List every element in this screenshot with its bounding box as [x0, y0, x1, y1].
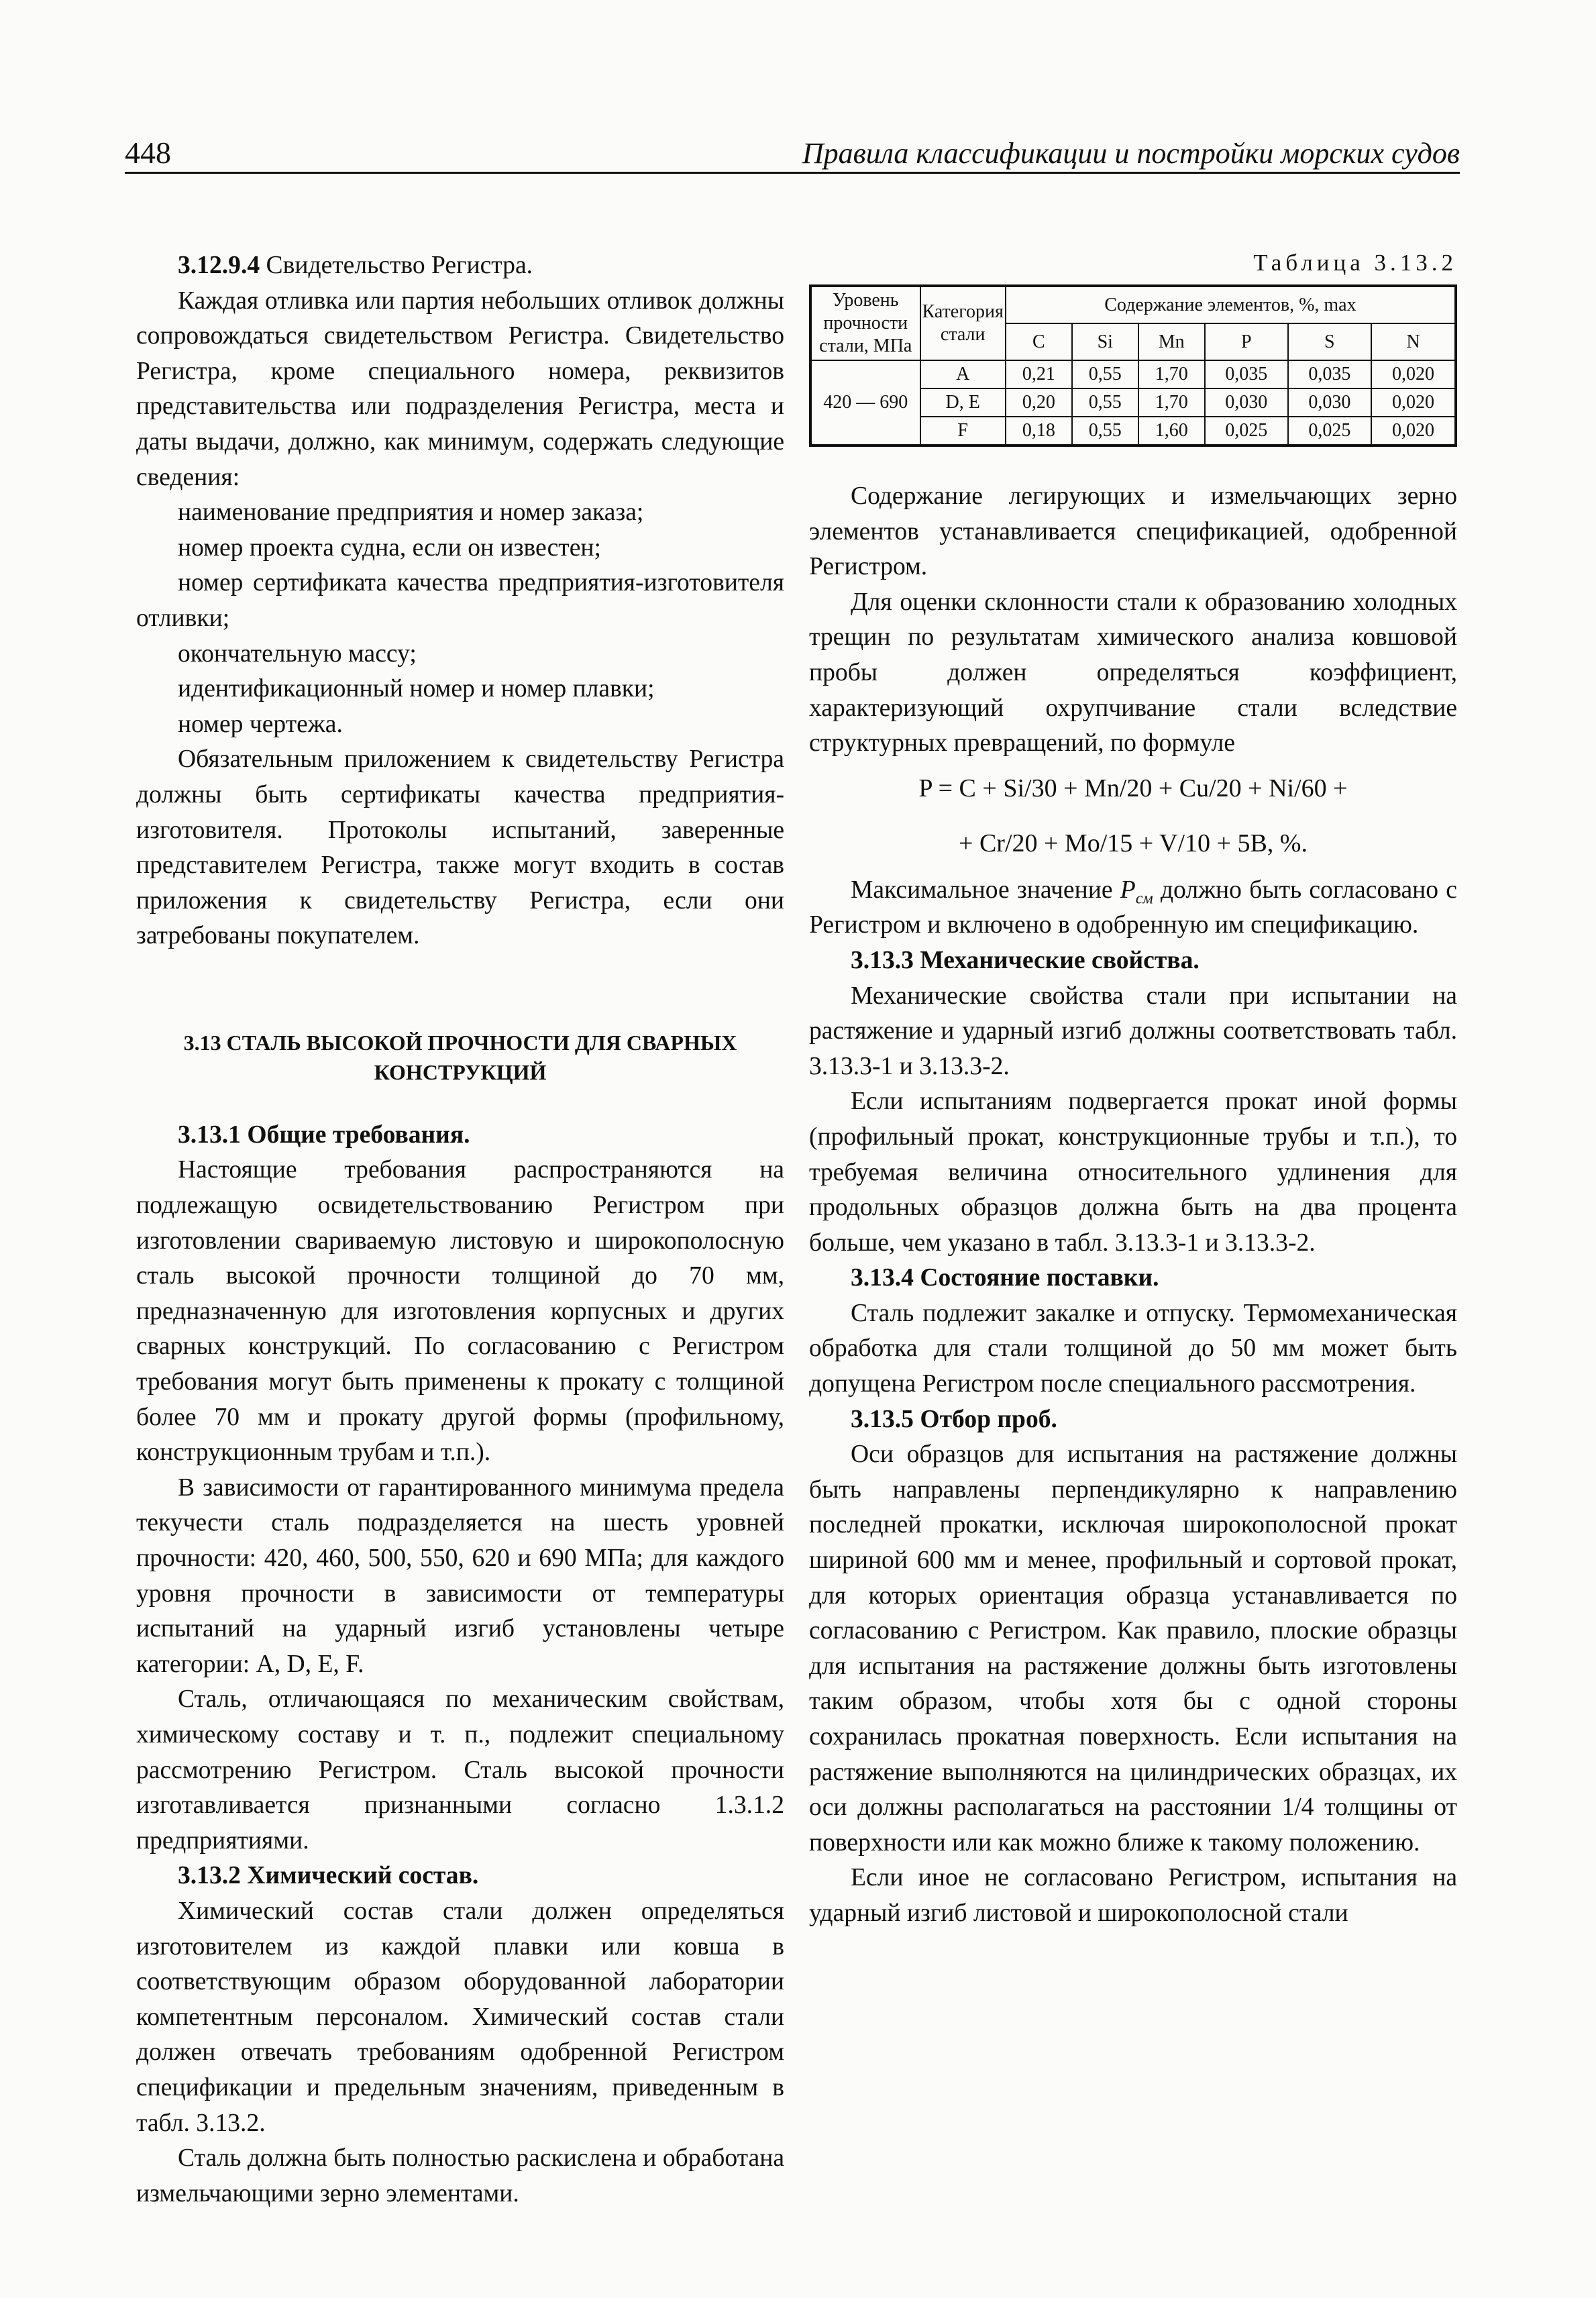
paragraph: Если испытаниям подвергается прокат иной формы (профильный прокат, конструкционные трубы и т.п.), то требуемая величина относительного удлинения для продольных образцов должна быть на два процента больше, чем указано в табл. 3.13.3-1 и 3.13.3-2.: [809, 1088, 1457, 1257]
list-item: номер чертежа.: [178, 710, 343, 738]
value-cell: 0,21: [1006, 360, 1072, 388]
clause-title: Свидетельство Регистра.: [260, 252, 533, 279]
header-content: Содержание элементов, %, max: [1006, 286, 1456, 323]
header-element: Si: [1072, 323, 1138, 360]
value-cell: 0,025: [1205, 417, 1288, 446]
certificate-items-list: [136, 495, 784, 742]
level-cell: 420 — 690: [810, 360, 920, 446]
spacer: [136, 954, 784, 1028]
header-element: C: [1006, 323, 1072, 360]
value-cell: 0,035: [1288, 360, 1371, 388]
left-column: [136, 248, 784, 2211]
table-caption: Таблица 3.13.2: [1253, 250, 1457, 276]
header-element: N: [1371, 323, 1456, 360]
certificate-intro: Каждая отливка или партия небольших отливок должны сопровождаться свидетельством Регистра. Свидетельство Регистра, кроме специального номера, реквизитов представительства или подразделения Регистра, места и даты выдачи, должно, как минимум, содержать следующие сведения:: [136, 286, 784, 491]
paragraph: Содержание легирующих и измельчающих зерно элементов устанавливается спецификацией, одобренной Регистром.: [809, 482, 1457, 581]
value-cell: 0,18: [1006, 417, 1072, 446]
header-element: Mn: [1138, 323, 1205, 360]
table-row: [810, 360, 1456, 388]
list-item: окончательную массу;: [178, 639, 417, 668]
paragraph: Если иное не согласовано Регистром, испытания на ударный изгиб листовой и широкополосной стали: [809, 1864, 1457, 1927]
page-header: [125, 132, 1460, 174]
paragraph: Настоящие требования распространяются на подлежащую освидетельствованию Регистром при изготовлении свариваемую листовую и широкополосную сталь высокой прочности толщиной до 70 мм, предназначенную для изготовления корпусных и других сварных конструкций. По согласованию с Регистром требования могут быть применены к прокату с толщиной более 70 мм и прокату другой формы (профильному, конструкционным трубам и т.п.).: [136, 1156, 784, 1467]
list-item: наименование предприятия и номер заказа;: [178, 499, 644, 527]
certificate-attachment-paragraph: Обязательным приложением к свидетельству Регистра должны быть сертификаты качества предприятия-изготовителя. Протоколы испытаний, заверенные представителем Регистра, также могут входить в состав приложения к свидетельству Регистра, если они затребованы покупателем.: [136, 745, 784, 950]
category-cell: D, E: [920, 388, 1006, 417]
list-item: номер сертификата качества предприятия-изготовителя отливки;: [136, 569, 784, 632]
heading-3-13-5: 3.13.5 Отбор проб.: [851, 1405, 1057, 1433]
category-cell: A: [920, 360, 1006, 388]
paragraph: В зависимости от гарантированного минимума предела текучести сталь подразделяется на шесть уровней прочности: 420, 460, 500, 550, 620 и 690 МПа; для каждого уровня прочности в зависимости от температуры испытаний на ударный изгиб установлены четыре категории: A, D, E, F.: [136, 1473, 784, 1678]
value-cell: 0,020: [1371, 360, 1456, 388]
running-title: Правила классификации и постройки морских судов: [802, 137, 1460, 170]
paragraph: Для оценки склонности стали к образованию холодных трещин по результатам химического анализа ковшовой пробы должен определяться коэффициент, характеризующий охрупчивание стали вследствие структурных превращений, по формуле: [809, 588, 1457, 758]
value-cell: 0,020: [1371, 417, 1456, 446]
page-number: 448: [125, 136, 171, 170]
value-cell: 0,55: [1072, 360, 1138, 388]
section-title-line1: 3.13 СТАЛЬ ВЫСОКОЙ ПРОЧНОСТИ ДЛЯ СВАРНЫХ: [183, 1030, 737, 1055]
paragraph: Сталь подлежит закалке и отпуску. Термомеханическая обработка для стали толщиной до 50 мм может быть допущена Регистром после специального рассмотрения.: [809, 1299, 1457, 1398]
header-category: Категория стали: [920, 286, 1006, 360]
pcm-formula: [809, 771, 1457, 861]
category-cell: F: [920, 417, 1006, 446]
text-fragment: должно быть согласовано с Регистром и включено в одобренную им спецификацию.: [809, 876, 1457, 939]
formula-line: + Cr/20 + Mo/15 + V/10 + 5B, %.: [959, 829, 1308, 857]
heading-3-13-2: 3.13.2 Химический состав.: [178, 1862, 479, 1890]
header-level: Уровень прочности стали, МПа: [810, 286, 920, 360]
section-title-line2: КОНСТРУКЦИЙ: [374, 1059, 547, 1084]
text-fragment: Максимальное значение: [851, 876, 1120, 904]
value-cell: 0,035: [1205, 360, 1288, 388]
paragraph: Механические свойства стали при испытании на растяжение и ударный изгиб должны соответствовать табл. 3.13.3-1 и 3.13.3-2.: [809, 982, 1457, 1080]
heading-3-13-3: 3.13.3 Механические свойства.: [851, 946, 1200, 974]
formula-line: P = C + Si/30 + Mn/20 + Cu/20 + Ni/60 +: [918, 774, 1348, 802]
value-cell: 1,70: [1138, 388, 1205, 417]
pcm-letter: P: [1120, 876, 1136, 904]
value-cell: 0,55: [1072, 417, 1138, 446]
heading-3-13-1: 3.13.1 Общие требования.: [178, 1120, 470, 1149]
value-cell: 1,70: [1138, 360, 1205, 388]
spacer: [136, 1087, 784, 1118]
right-column: [809, 248, 1457, 1932]
paragraph: [809, 873, 1457, 943]
spacer: [809, 447, 1457, 479]
value-cell: 0,030: [1205, 388, 1288, 417]
heading-3-13-4: 3.13.4 Состояние поставки.: [851, 1264, 1159, 1292]
value-cell: 0,55: [1072, 388, 1138, 417]
list-item: идентификационный номер и номер плавки;: [178, 675, 655, 703]
value-cell: 1,60: [1138, 417, 1205, 446]
value-cell: 0,020: [1371, 388, 1456, 417]
paragraph: Химический состав стали должен определяться изготовителем из каждой плавки или ковша в соответствующим образом оборудованной лаборатории компетентным персоналом. Химический состав стали должен отвечать требованиям одобренной Регистром спецификации и предельным значениям, приведенным в табл. 3.13.2.: [136, 1897, 784, 2137]
value-cell: 0,20: [1006, 388, 1072, 417]
chemical-composition-table: [809, 284, 1457, 447]
paragraph-3-12-9-4: [136, 248, 784, 284]
pcm-symbol: [1120, 876, 1153, 908]
list-item: номер проекта судна, если он известен;: [178, 533, 601, 562]
pcm-subscript: см: [1135, 890, 1153, 908]
paragraph: Сталь должна быть полностью раскислена и обработана измельчающими зерно элементами.: [136, 2144, 784, 2207]
header-element: S: [1288, 323, 1371, 360]
paragraph: Сталь, отличающаяся по механическим свойствам, химическому составу и т. п., подлежит специальному рассмотрению Регистром. Сталь высокой прочности изготавливается признанными согласно 1.3.1.2 предприятиями.: [136, 1685, 784, 1855]
value-cell: 0,030: [1288, 388, 1371, 417]
section-title: [136, 1028, 784, 1087]
clause-number: 3.12.9.4: [178, 252, 260, 279]
value-cell: 0,025: [1288, 417, 1371, 446]
paragraph: Оси образцов для испытания на растяжение должны быть направлены перпендикулярно к направлению последней прокатки, исключая широкополосной прокат шириной 600 мм и менее, профильный и сортовой прокат, для которых ориентация образца устанавливается по согласованию с Регистром. Как правило, плоские образцы для испытания на растяжение должны быть изготовлены таким образом, чтобы хотя бы с одной стороны сохранилась прокатная поверхность. Если испытания на растяжение выполняются на цилиндрических образцах, их оси должны располагаться на расстоянии 1/4 толщины от поверхности или как можно ближе к такому положению.: [809, 1441, 1457, 1857]
header-element: P: [1205, 323, 1288, 360]
